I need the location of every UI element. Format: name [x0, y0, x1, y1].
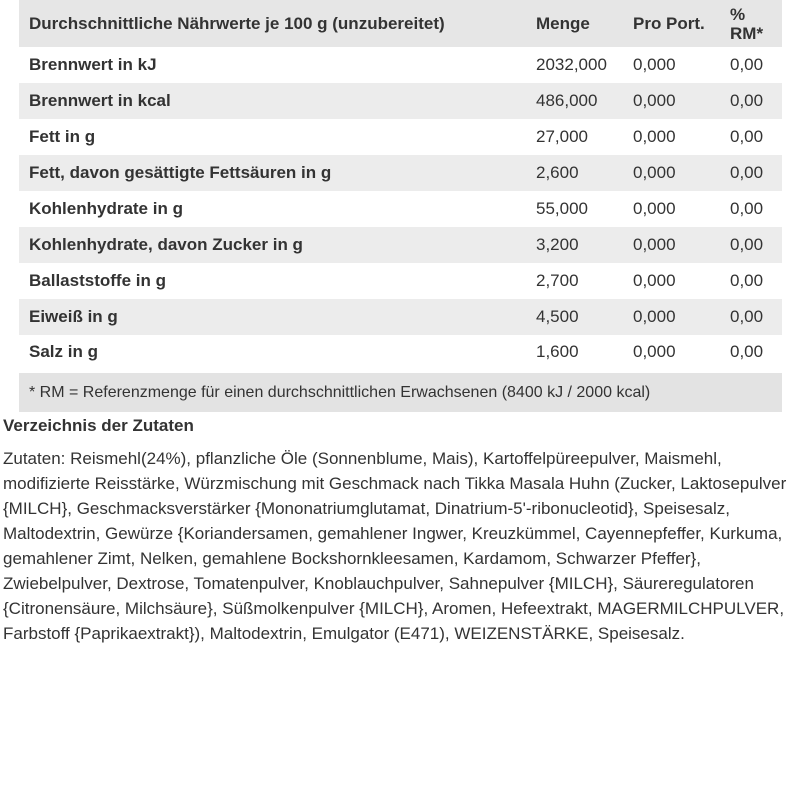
rm-footnote: * RM = Referenzmenge für einen durchschnittlichen Erwachsenen (8400 kJ / 2000 kcal)	[19, 373, 782, 412]
nutrient-name: Kohlenhydrate in g	[29, 199, 183, 218]
nutrient-amount: 2,700	[536, 271, 579, 290]
nutrient-amount: 4,500	[526, 299, 623, 335]
nutrient-name: Kohlenhydrate, davon Zucker in g	[19, 227, 526, 263]
nutrient-per-portion: 0,000	[623, 155, 720, 191]
ingredients-text: Zutaten: Reismehl(24%), pflanzliche Öle (Sonnenblume, Mais), Kartoffelpüreepulver, Maismehl, modifizierte Reisstärke, Würzmischung mit Geschmack nach Tikka Masala Huhn (Zucker, Laktosepulver {MILCH}, Geschmacksverstärker {Mononatriumglutamat, Dinatrium-5'-ribonucleotid}, Speisesalz, Maltodextrin, Gewürze {Koriandersamen, gemahlener Ingwer, Kreuzkümmel, Cayennepfeffer, Kurkuma, gemahlener Zimt, Nelken, gemahlene Bockshornkleesamen, Kardamom, Schwarzer Pfeffer}, Zwiebelpulver, Dextrose, Tomatenpulver, Knoblauchpulver, Sahnepulver {MILCH}, Säureregulatoren {Citronensäure, Milchsäure}, Süßmolkenpulver {MILCH}, Aromen, Hefeextrakt, MAGERMILCHPULVER, Farbstoff {Paprikaextrakt}), Maltodextrin, Emulgator (E471), WEIZENSTÄRKE, Speisesalz.	[3, 449, 787, 643]
nutrient-name: Brennwert in kJ	[29, 55, 157, 74]
nutrient-per-portion: 0,000	[633, 127, 676, 146]
nutrient-amount: 1,600	[536, 342, 579, 361]
nutrient-percent-rm: 0,00	[730, 55, 764, 74]
nutrition-header-row	[19, 0, 782, 47]
nutrient-name: Fett, davon gesättigte Fettsäuren in g	[19, 155, 526, 191]
nutrition-table	[19, 0, 782, 369]
nutrient-amount: 486,000	[526, 83, 623, 119]
header-percent-rm: % RM*	[720, 0, 782, 47]
nutrient-per-portion: 0,000	[633, 271, 676, 290]
nutrition-section	[19, 0, 782, 412]
nutrient-percent-rm: 0,00	[720, 83, 782, 119]
ingredients-title: Verzeichnis der Zutaten	[3, 416, 194, 435]
nutrition-row	[19, 299, 782, 335]
nutrient-name: Brennwert in kcal	[19, 83, 526, 119]
nutrition-row	[19, 263, 782, 299]
nutrient-name: Eiweiß in g	[19, 299, 526, 335]
nutrient-percent-rm: 0,00	[720, 155, 782, 191]
header-per-portion: Pro Port.	[623, 0, 720, 47]
nutrient-amount: 2032,000	[536, 55, 607, 74]
nutrient-amount: 3,200	[526, 227, 623, 263]
nutrient-name: Ballaststoffe in g	[29, 271, 166, 290]
nutrient-per-portion: 0,000	[623, 227, 720, 263]
nutrient-percent-rm: 0,00	[730, 271, 764, 290]
nutrition-row	[19, 119, 782, 155]
nutrient-amount: 55,000	[536, 199, 588, 218]
nutrition-row	[19, 155, 782, 191]
nutrient-per-portion: 0,000	[633, 342, 676, 361]
header-amount: Menge	[526, 0, 623, 47]
nutrient-per-portion: 0,000	[633, 55, 676, 74]
nutrition-row	[19, 335, 782, 369]
nutrient-percent-rm: 0,00	[730, 342, 764, 361]
nutrition-row	[19, 227, 782, 263]
nutrient-name: Salz in g	[29, 342, 98, 361]
nutrient-amount: 2,600	[526, 155, 623, 191]
nutrition-row	[19, 47, 782, 83]
nutrient-percent-rm: 0,00	[720, 227, 782, 263]
nutrient-percent-rm: 0,00	[720, 299, 782, 335]
nutrient-name: Fett in g	[29, 127, 96, 146]
nutrient-per-portion: 0,000	[633, 199, 676, 218]
nutrient-percent-rm: 0,00	[730, 127, 764, 146]
nutrient-per-portion: 0,000	[623, 299, 720, 335]
nutrient-amount: 27,000	[536, 127, 588, 146]
nutrition-row	[19, 191, 782, 227]
nutrition-row	[19, 83, 782, 119]
header-name: Durchschnittliche Nährwerte je 100 g (unzubereitet)	[19, 0, 526, 47]
nutrient-per-portion: 0,000	[623, 83, 720, 119]
nutrient-percent-rm: 0,00	[730, 199, 764, 218]
